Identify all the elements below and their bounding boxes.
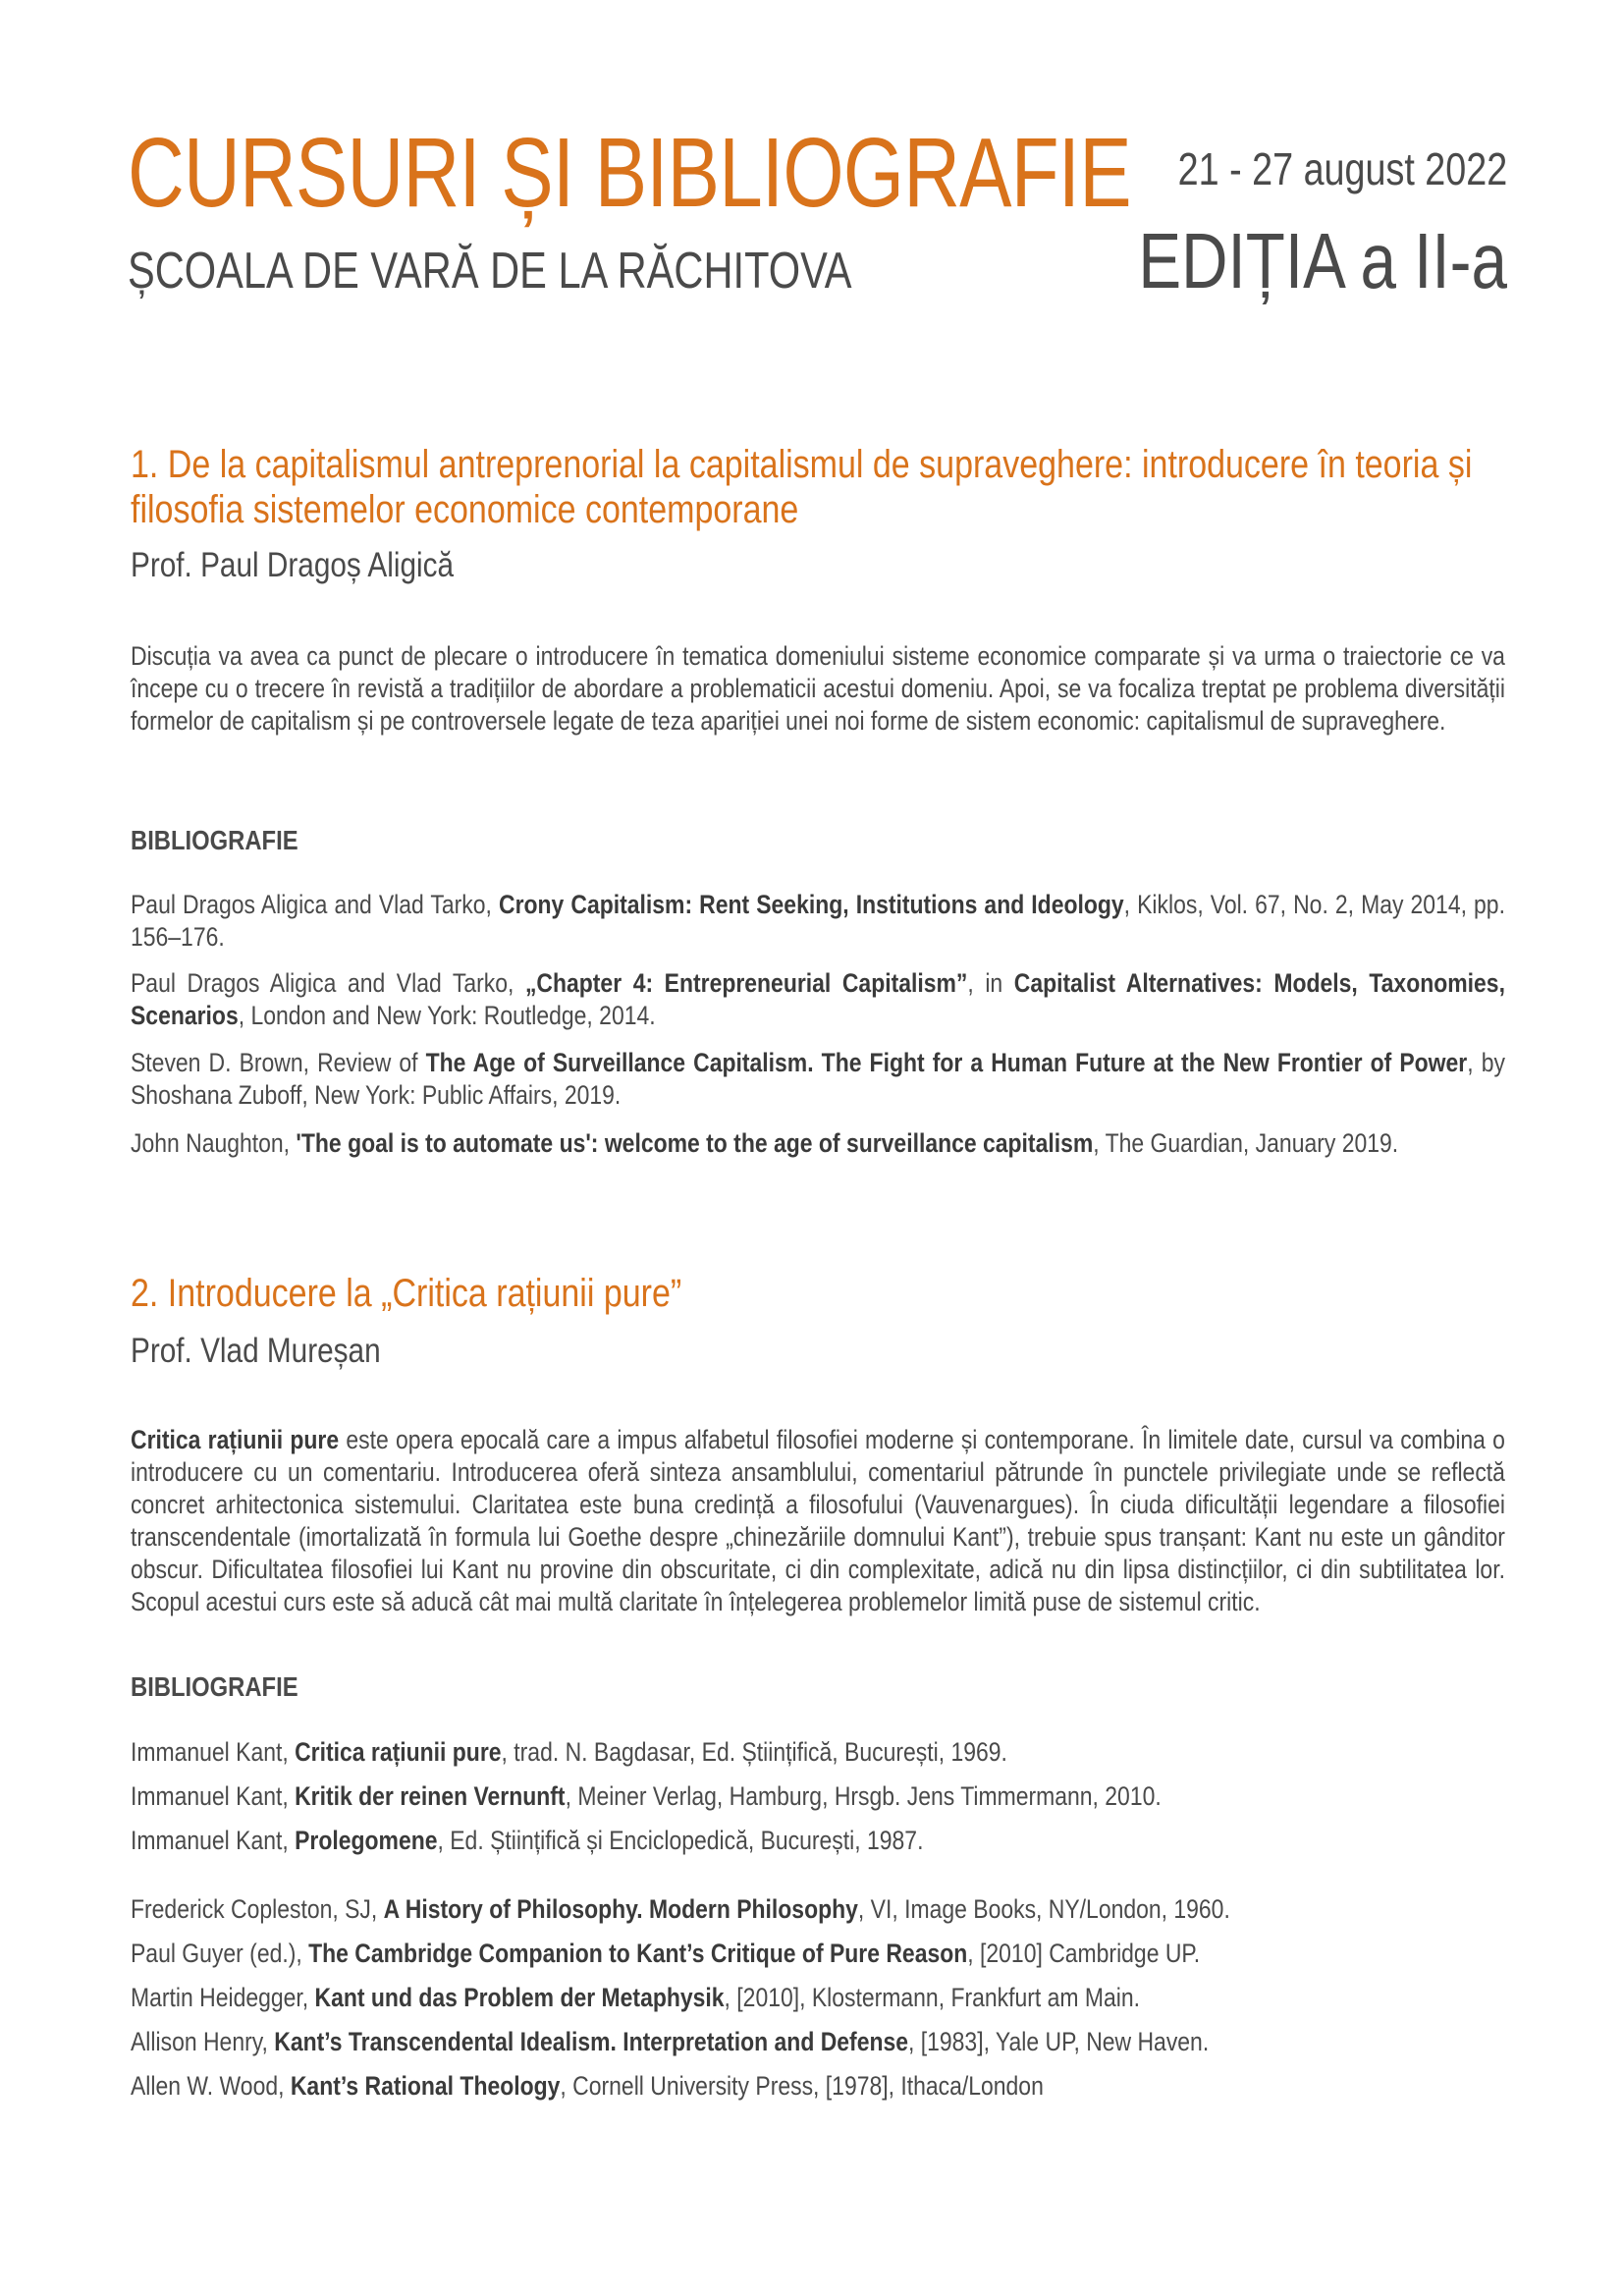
bib-work-title: Kant’s Rational Theology bbox=[290, 2071, 561, 2101]
bib-work-title: The Age of Surveillance Capitalism. The Fight for a Human Future at the New Frontier of Power bbox=[425, 1048, 1468, 1077]
bib-details: , [2010] Cambridge UP. bbox=[967, 1939, 1201, 1968]
course-professor-block bbox=[131, 1332, 1505, 1371]
bibliography-item bbox=[131, 889, 1505, 954]
document-title: CURSURI ȘI BIBLIOGRAFIE bbox=[128, 118, 1131, 228]
bibliography-item bbox=[131, 1736, 1505, 1769]
description-work-title: Critica rațiunii pure bbox=[131, 1425, 340, 1454]
course-description: Discuția va avea ca punct de plecare o introducere în tematica domeniului sisteme economice comparate și va urma o traiectorie ce va începe cu o trecere în revistă a tradițiilor de abordare a problematicii acestui domeniu. Apoi, se va focaliza treptat pe problema diversității formelor de capitalism și pe controversele legate de teza apariției unei noi forme de sistem economic: capitalismul de supraveghere. bbox=[131, 641, 1505, 736]
course-description-block bbox=[131, 640, 1505, 738]
bib-author: Allen W. Wood, bbox=[131, 2071, 291, 2101]
edition-label: EDIȚIA a II-a bbox=[1138, 217, 1507, 304]
bibliography-item bbox=[131, 2070, 1505, 2103]
bibliography-list bbox=[131, 889, 1505, 967]
bib-author: Paul Guyer (ed.), bbox=[131, 1939, 309, 1968]
bibliography-list bbox=[131, 967, 1505, 1032]
bibliography-heading-block bbox=[131, 1671, 1505, 1703]
bib-author: Paul Dragos Aligica and Vlad Tarko, bbox=[131, 890, 500, 919]
bibliography-list bbox=[131, 1127, 1505, 1160]
bib-work-title: 'The goal is to automate us': welcome to the age of surveillance capitalism bbox=[296, 1128, 1094, 1158]
course-title: 2. Introducere la „Critica rațiunii pure” bbox=[131, 1272, 682, 1315]
bibliography-item bbox=[131, 1982, 1505, 2014]
bib-work-title: Kant’s Transcendental Idealism. Interpretation and Defense bbox=[274, 2027, 909, 2056]
description-text: este opera epocală care a impus alfabetul filosofiei moderne și contemporane. În limitele date, cursul va combina o introducere cu un comentariu. Introducerea oferă sinteza ansamblului, comentariul pătrunde în punctele privilegiate unde se reflectă concret arhitectonica sistemului. Claritatea este buna credință a filosofului (Vauvenargues). În ciuda dificultății legendare a filosofiei transcendentale (imortalizată în formula lui Goethe despre „chinezăriile domnului Kant”), trebuie spus tranșant: Kant nu este un gânditor obscur. Dificultatea filosofiei lui Kant nu provine din obscuritate, ci din complexitate, adică nu din lipsa distincțiilor, ci din subtilitatea lor. Scopul acestui curs este să aducă cât mai multă claritate în înțelegerea problemelor limită puse de sistemul critic. bbox=[131, 1425, 1505, 1616]
course-professor-block bbox=[131, 546, 1505, 585]
bib-work-title: „Chapter 4: Entrepreneurial Capitalism” bbox=[524, 968, 968, 998]
course-section-1 bbox=[131, 442, 1505, 532]
bibliography-list-secondary bbox=[131, 1893, 1505, 2103]
bibliography-item bbox=[131, 1893, 1505, 1926]
bib-book-title: Capitalist Alternatives: Models, Taxonomies, Scenarios bbox=[131, 968, 1505, 1030]
bib-work-title: Kritik der reinen Vernunft bbox=[295, 1781, 566, 1811]
bibliography-heading: BIBLIOGRAFIE bbox=[131, 825, 298, 855]
bibliography-item bbox=[131, 1780, 1505, 1813]
bib-details: , trad. N. Bagdasar, Ed. Științifică, București, 1969. bbox=[501, 1737, 1007, 1767]
bib-details: , Kiklos, Vol. 67, No. 2, May 2014, pp. 156–176. bbox=[131, 890, 1505, 952]
bib-author: Immanuel Kant, bbox=[131, 1826, 296, 1855]
bibliography-item bbox=[131, 2026, 1505, 2058]
bibliography-heading: BIBLIOGRAFIE bbox=[131, 1671, 298, 1702]
bibliography-heading-block bbox=[131, 825, 1505, 856]
bib-author: Allison Henry, bbox=[131, 2027, 275, 2056]
bib-work-title: A History of Philosophy. Modern Philosophy bbox=[383, 1894, 858, 1924]
course-professor: Prof. Vlad Mureșan bbox=[131, 1332, 381, 1370]
bib-work-title: Critica rațiunii pure bbox=[295, 1737, 502, 1767]
document-subtitle: ȘCOALA DE VARĂ DE LA RĂCHITOVA bbox=[128, 243, 852, 300]
bib-details: , [2010], Klostermann, Frankfurt am Main. bbox=[724, 1983, 1141, 2012]
event-dates: 21 - 27 august 2022 bbox=[1177, 143, 1507, 194]
bibliography-item bbox=[131, 1938, 1505, 1970]
bib-author: Paul Dragos Aligica and Vlad Tarko, bbox=[131, 968, 525, 998]
course-section-2 bbox=[131, 1271, 1505, 1316]
bib-details: , Ed. Științifică și Enciclopedică, București, 1987. bbox=[437, 1826, 924, 1855]
bib-details: , VI, Image Books, NY/London, 1960. bbox=[857, 1894, 1230, 1924]
bib-author: Immanuel Kant, bbox=[131, 1737, 296, 1767]
bib-connector: , in bbox=[967, 968, 1014, 998]
bib-details: , [1983], Yale UP, New Haven. bbox=[908, 2027, 1210, 2056]
course-description bbox=[131, 1424, 1505, 1618]
course-professor: Prof. Paul Dragoș Aligică bbox=[131, 546, 455, 584]
bib-work-title: Prolegomene bbox=[295, 1826, 438, 1855]
bibliography-item bbox=[131, 1127, 1505, 1160]
bibliography-list-primary bbox=[131, 1736, 1505, 1857]
bib-details: , Meiner Verlag, Hamburg, Hrsgb. Jens Timmermann, 2010. bbox=[565, 1781, 1162, 1811]
bibliography-item bbox=[131, 1825, 1505, 1857]
course-title: 1. De la capitalismul antreprenorial la capitalismul de supraveghere: introducere în teoria și filosofia sistemelor economice contemporane bbox=[131, 443, 1473, 531]
bib-author: Immanuel Kant, bbox=[131, 1781, 296, 1811]
bib-author: Steven D. Brown, Review of bbox=[131, 1048, 426, 1077]
bib-author: Frederick Copleston, SJ, bbox=[131, 1894, 384, 1924]
course-description-block bbox=[131, 1424, 1505, 1618]
bibliography-item bbox=[131, 1047, 1505, 1112]
bibliography-item bbox=[131, 967, 1505, 1032]
bib-author: John Naughton, bbox=[131, 1128, 297, 1158]
bib-author: Martin Heidegger, bbox=[131, 1983, 315, 2012]
bib-details: , London and New York: Routledge, 2014. bbox=[238, 1001, 656, 1030]
bibliography-list bbox=[131, 1047, 1505, 1112]
bib-work-title: Kant und das Problem der Metaphysik bbox=[314, 1983, 725, 2012]
bib-details: , Cornell University Press, [1978], Ithaca/London bbox=[560, 2071, 1044, 2101]
bib-work-title: The Cambridge Companion to Kant’s Critique of Pure Reason bbox=[308, 1939, 968, 1968]
bib-work-title: Crony Capitalism: Rent Seeking, Institutions and Ideology bbox=[499, 890, 1124, 919]
bib-details: , The Guardian, January 2019. bbox=[1093, 1128, 1399, 1158]
bib-details: , by Shoshana Zuboff, New York: Public Affairs, 2019. bbox=[131, 1048, 1505, 1110]
